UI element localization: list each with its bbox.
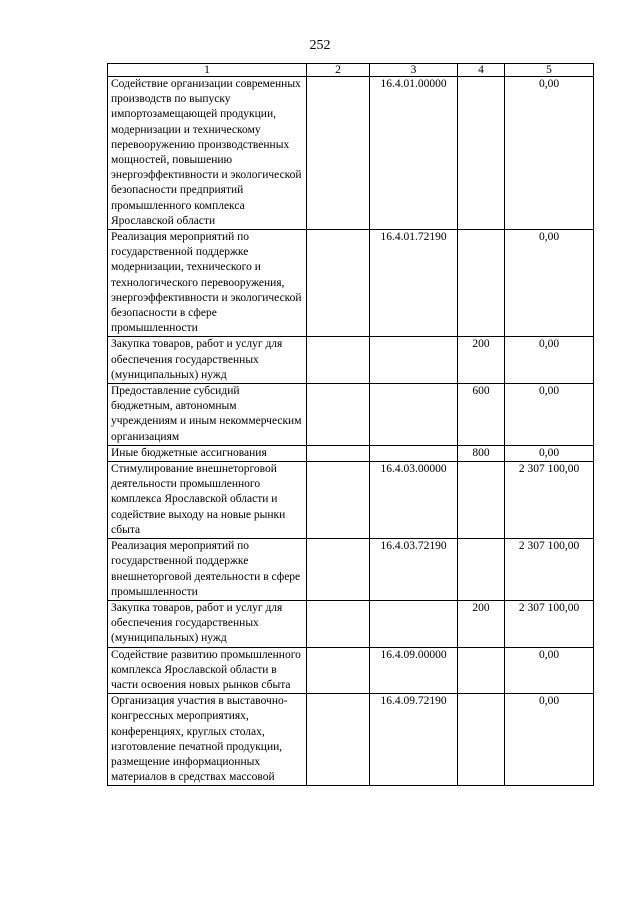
- row-amount: 0,00: [505, 77, 594, 230]
- table-row: [108, 384, 594, 446]
- row-type: [458, 77, 505, 230]
- row-type: 800: [458, 445, 505, 461]
- header-row: [108, 64, 594, 77]
- row-amount: 0,00: [505, 694, 594, 786]
- row-col2: [307, 77, 370, 230]
- row-amount: 0,00: [505, 384, 594, 446]
- row-amount: 0,00: [505, 230, 594, 337]
- row-code: 16.4.01.72190: [370, 230, 458, 337]
- table-row: [108, 337, 594, 384]
- row-col2: [307, 445, 370, 461]
- row-name: Иные бюджетные ассигнования: [108, 445, 307, 461]
- header-col-4: 4: [458, 64, 505, 77]
- row-col2: [307, 694, 370, 786]
- row-name: Закупка товаров, работ и услуг для обеспечения государственных (муниципальных) нужд: [108, 600, 307, 647]
- row-name: Организация участия в выставочно-конгрессных мероприятиях, конференциях, круглых столах, изготовление печатной продукции, размещение информационных материалов в средствах массовой: [108, 694, 307, 786]
- page-number: 252: [309, 38, 331, 53]
- row-col2: [307, 462, 370, 539]
- row-name: Предоставление субсидий бюджетным, автономным учреждениям и иным некоммерческим организациям: [108, 384, 307, 446]
- row-name: Реализация мероприятий по государственной поддержке внешнеторговой деятельности в сфере промышленности: [108, 539, 307, 601]
- row-amount: 2 307 100,00: [505, 539, 594, 601]
- table-row: [108, 600, 594, 647]
- row-type: 200: [458, 600, 505, 647]
- row-code: 16.4.03.72190: [370, 539, 458, 601]
- row-col2: [307, 647, 370, 694]
- row-code: 16.4.03.00000: [370, 462, 458, 539]
- row-type: 200: [458, 337, 505, 384]
- row-code: [370, 600, 458, 647]
- row-amount: 2 307 100,00: [505, 600, 594, 647]
- row-name: Стимулирование внешнеторговой деятельности промышленного комплекса Ярославской области и содействие выходу на новые рынки сбыта: [108, 462, 307, 539]
- header-col-2: 2: [307, 64, 370, 77]
- row-type: [458, 462, 505, 539]
- row-amount: 0,00: [505, 337, 594, 384]
- table-row: [108, 694, 594, 786]
- header-col-3: 3: [370, 64, 458, 77]
- row-type: [458, 647, 505, 694]
- header-col-5: 5: [505, 64, 594, 77]
- row-amount: 0,00: [505, 647, 594, 694]
- table-row: [108, 77, 594, 230]
- row-name: Содействие организации современных производств по выпуску импортозамещающей продукции, модернизации и техническому перевооружению производственных мощностей, повышению энергоэффективности и экологической безопасности предприятий промышленного комплекса Ярославской области: [108, 77, 307, 230]
- row-col2: [307, 539, 370, 601]
- row-name: Закупка товаров, работ и услуг для обеспечения государственных (муниципальных) нужд: [108, 337, 307, 384]
- row-code: 16.4.09.00000: [370, 647, 458, 694]
- table-row: [108, 462, 594, 539]
- table-row: [108, 445, 594, 461]
- header-col-1: 1: [108, 64, 307, 77]
- row-name: Содействие развитию промышленного комплекса Ярославской области в части освоения новых рынков сбыта: [108, 647, 307, 694]
- row-type: [458, 694, 505, 786]
- budget-table: [107, 63, 594, 786]
- row-code: [370, 445, 458, 461]
- row-col2: [307, 600, 370, 647]
- row-code: 16.4.09.72190: [370, 694, 458, 786]
- row-col2: [307, 384, 370, 446]
- row-type: 600: [458, 384, 505, 446]
- row-code: 16.4.01.00000: [370, 77, 458, 230]
- row-type: [458, 230, 505, 337]
- row-amount: 2 307 100,00: [505, 462, 594, 539]
- row-col2: [307, 337, 370, 384]
- row-name: Реализация мероприятий по государственной поддержке модернизации, технического и технологического перевооружения, энергоэффективности и экологической безопасности в сфере промышленности: [108, 230, 307, 337]
- row-amount: 0,00: [505, 445, 594, 461]
- row-col2: [307, 230, 370, 337]
- row-code: [370, 384, 458, 446]
- row-code: [370, 337, 458, 384]
- table-row: [108, 647, 594, 694]
- table-row: [108, 230, 594, 337]
- table-row: [108, 539, 594, 601]
- row-type: [458, 539, 505, 601]
